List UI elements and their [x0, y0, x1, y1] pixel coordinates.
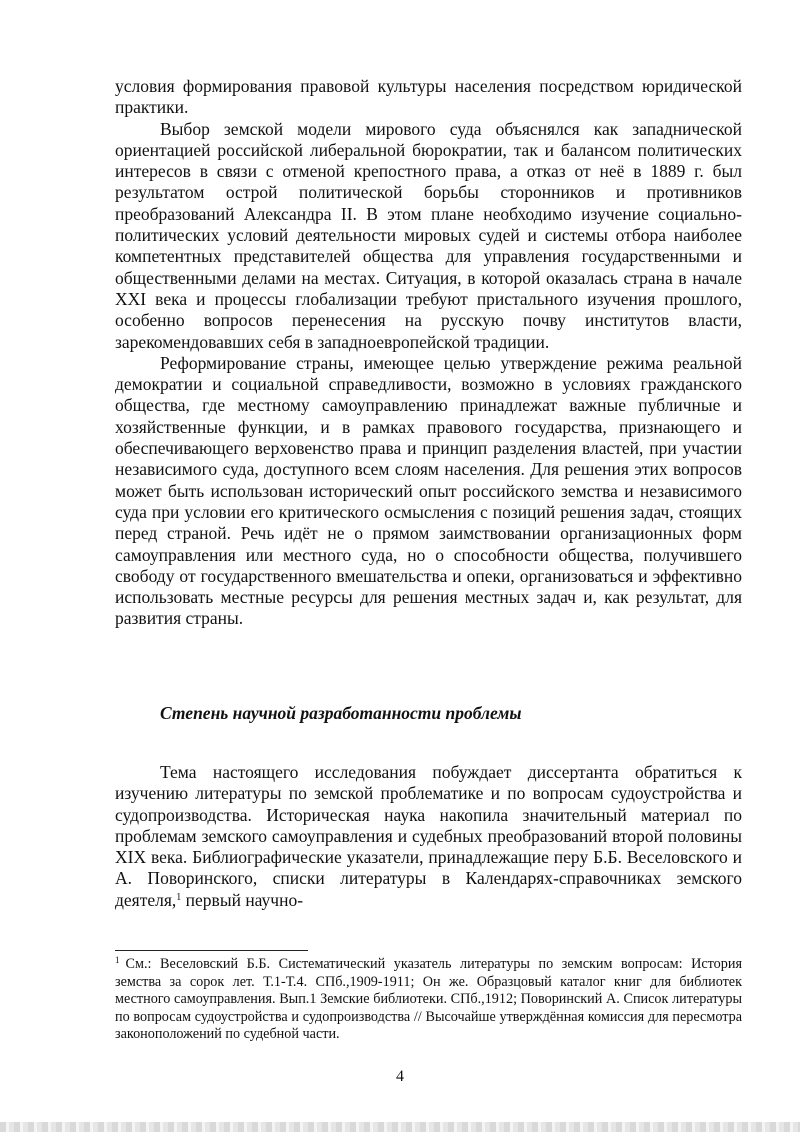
section-paragraph: [115, 762, 742, 911]
footnote-number: 1: [115, 955, 120, 965]
page-number: 4: [396, 1068, 404, 1085]
footnote-reference[interactable]: 1: [176, 891, 182, 903]
footnote: [115, 956, 742, 1044]
paragraph-1: условия формирования правовой культуры населения посредством юридической практики.: [115, 76, 742, 118]
body-text: [115, 76, 742, 630]
section-heading: Степень научной разработанности проблемы: [160, 703, 522, 723]
footnote-text: См.: Веселовский Б.Б. Систематический указатель литературы по земским вопросам: История земства за сорок лет. Т.1-Т.4. СПб.,1909-1911; Он же. Образцовый каталог книг для библиотек местного самоуправления. Вып.1 Земские библиотеки. СПб.,1912; Поворинский А. Список литературы по вопросам судоустройства и судопроизводства // Высочайше утверждённая комиссия для пересмотра законоположений по судебной части.: [115, 956, 742, 1043]
paragraph-3: Реформирование страны, имеющее целью утверждение режима реальной демократии и социальной справедливости, возможно в условиях гражданского общества, где местному самоуправлению принадлежат важные публичные и хозяйственные функции, и в рамках правового государства, признающего и обеспечивающего верховенство права и принцип разделения властей, при участии независимого суда, доступного всем слоям населения. Для решения этих вопросов может быть использован исторический опыт российского земства и независимого суда при условии его критического осмысления с позиций решения задач, стоящих перед страной. Речь идёт не о прямом заимствовании организационных форм самоуправления или местного суда, но о способности общества, получившего свободу от государственного вмешательства и опеки, организоваться и эффективно использовать местные ресурсы для решения местных задач и, как результат, для развития страны.: [115, 352, 742, 629]
section-body: [115, 762, 742, 911]
paragraph-2: Выбор земской модели мирового суда объяснялся как западнической ориентацией российской либеральной бюрократии, так и балансом политических интересов в связи с отменой крепостного права, а отказ от неё в 1889 г. был результатом острой политической борьбы сторонников и противников преобразований Александра II. В этом плане необходимо изучение социально-политических условий деятельности мировых судей и системы отбора наиболее компетентных представителей общества для управления государственными и общественными делами на местах. Ситуация, в которой оказалась страна в начале XXI века и процессы глобализации требуют пристального изучения прошлого, особенно вопросов перенесения на русскую почву институтов власти, зарекомендовавших себя в западноевропейской традиции.: [115, 118, 742, 352]
section-paragraph-text: Тема настоящего исследования побуждает диссертанта обратиться к изучению литературы по земской проблематике и по вопросам судоустройства и судопроизводства. Историческая наука накопила значительный материал по проблемам земского самоуправления и судебных преобразований второй половины XIX века. Библиографические указатели, принадлежащие перу Б.Б. Веселовского и А. Поворинского, списки литературы в Календарях-справочниках земского деятеля,: [115, 762, 742, 910]
footnote-divider: [115, 950, 308, 951]
scan-edge-artifact: [0, 1122, 800, 1132]
section-paragraph-tail: первый научно-: [181, 889, 304, 910]
